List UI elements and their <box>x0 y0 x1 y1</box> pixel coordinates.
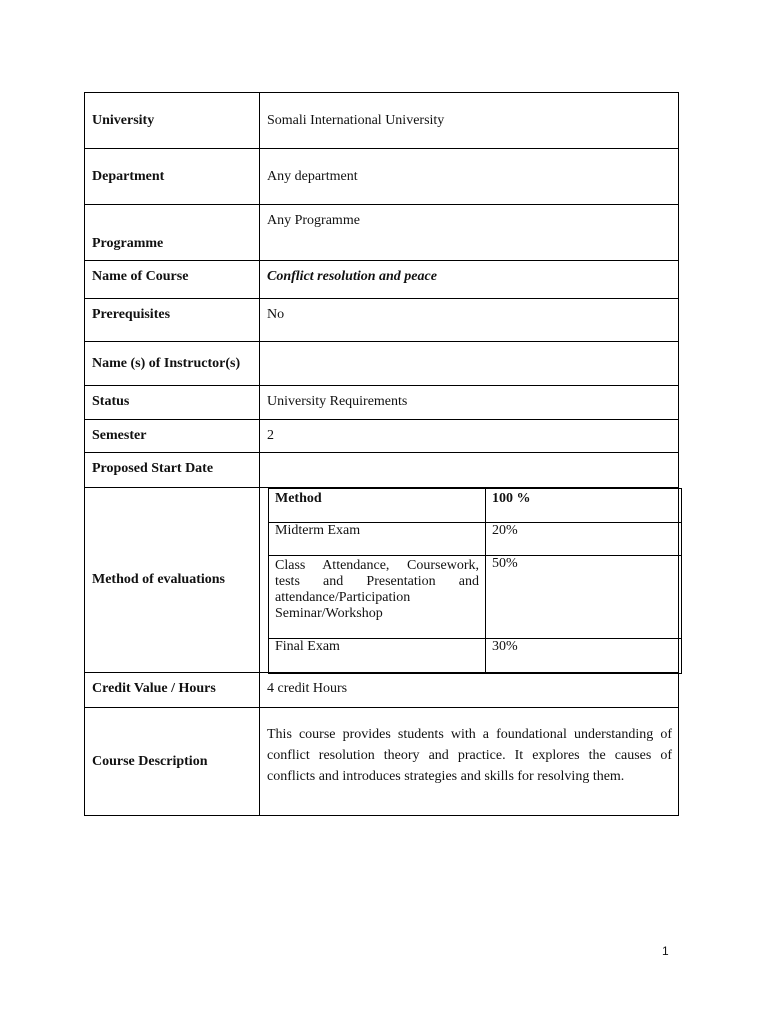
row-course-name <box>85 261 679 299</box>
semester-value: 2 <box>260 420 679 453</box>
university-value: Somali International University <box>260 93 679 149</box>
university-label: University <box>85 93 260 149</box>
eval-method: Class Attendance, Coursework, tests and Presentation and attendance/Participation Seminar/Workshop <box>269 556 486 639</box>
eval-method: Final Exam <box>269 639 486 674</box>
eval-row <box>269 523 682 556</box>
start-date-value <box>260 453 679 488</box>
row-semester <box>85 420 679 453</box>
row-evaluation <box>85 488 679 673</box>
course-name-label: Name of Course <box>85 261 260 299</box>
start-date-label: Proposed Start Date <box>85 453 260 488</box>
prerequisites-label: Prerequisites <box>85 299 260 342</box>
page-number: 1 <box>662 944 669 958</box>
row-prerequisites <box>85 299 679 342</box>
row-start-date <box>85 453 679 488</box>
description-label: Course Description <box>85 708 260 816</box>
department-label: Department <box>85 149 260 205</box>
evaluation-table <box>268 488 682 674</box>
row-instructors <box>85 342 679 386</box>
eval-method: Midterm Exam <box>269 523 486 556</box>
eval-header-method: Method <box>269 489 486 523</box>
department-value: Any department <box>260 149 679 205</box>
row-programme <box>85 205 679 261</box>
status-label: Status <box>85 386 260 420</box>
row-university <box>85 93 679 149</box>
course-info-table <box>84 92 679 816</box>
programme-value: Any Programme <box>260 205 679 261</box>
prerequisites-value: No <box>260 299 679 342</box>
credit-label: Credit Value / Hours <box>85 673 260 708</box>
eval-weight: 50% <box>486 556 682 639</box>
instructors-label: Name (s) of Instructor(s) <box>85 342 260 386</box>
row-department <box>85 149 679 205</box>
eval-weight: 30% <box>486 639 682 674</box>
evaluation-label: Method of evaluations <box>85 488 260 673</box>
eval-header-row <box>269 489 682 523</box>
course-name-value: Conflict resolution and peace <box>260 261 679 299</box>
eval-row <box>269 639 682 674</box>
row-status <box>85 386 679 420</box>
eval-weight: 20% <box>486 523 682 556</box>
status-value: University Requirements <box>260 386 679 420</box>
row-credit <box>85 673 679 708</box>
evaluation-cell <box>260 488 679 673</box>
credit-value: 4 credit Hours <box>260 673 679 708</box>
instructors-value <box>260 342 679 386</box>
semester-label: Semester <box>85 420 260 453</box>
programme-label: Programme <box>85 205 260 261</box>
row-description <box>85 708 679 816</box>
eval-header-weight: 100 % <box>486 489 682 523</box>
description-value: This course provides students with a foundational understanding of conflict resolution theory and practice. It explores the causes of conflicts and introduces strategies and skills for resolving them. <box>260 708 679 816</box>
eval-row <box>269 556 682 639</box>
